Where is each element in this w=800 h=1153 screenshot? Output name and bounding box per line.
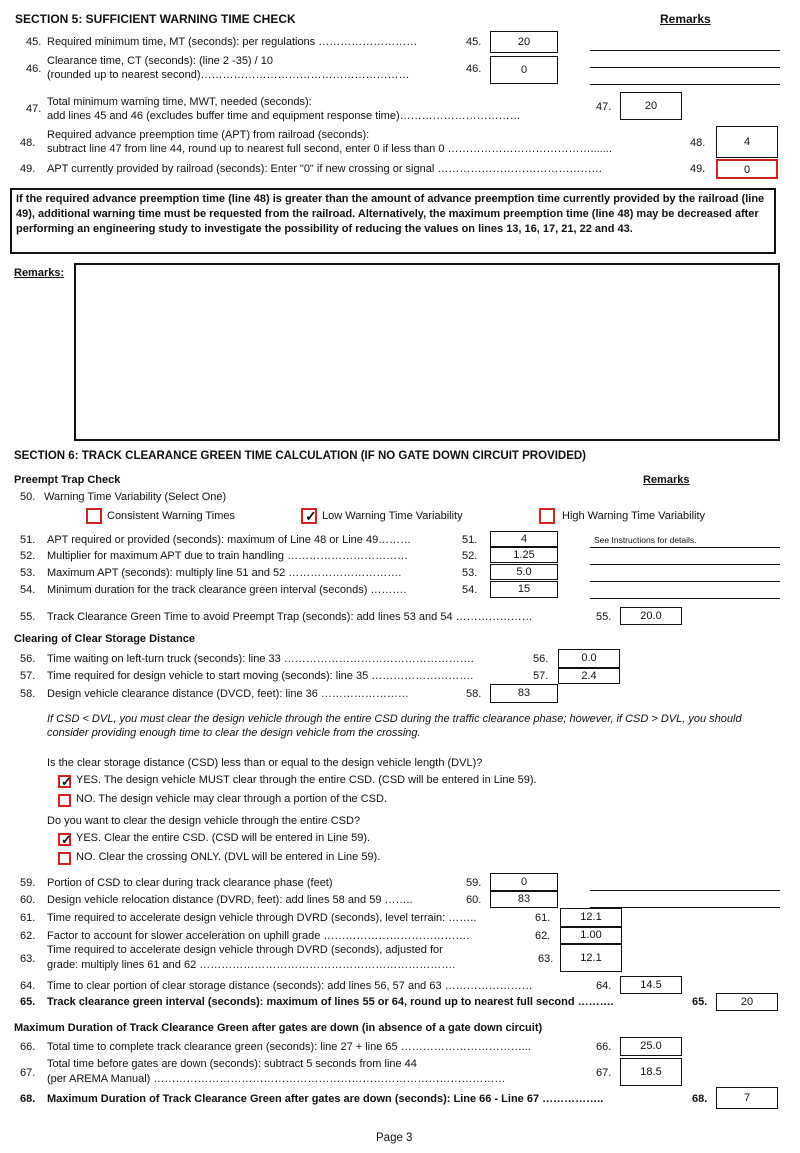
line68-ref: 68. [692, 1093, 708, 1105]
line57-value[interactable]: 2.4 [558, 668, 620, 684]
line61-value[interactable]: 12.1 [560, 908, 622, 927]
line51-remark: See Instructions for details. [594, 535, 697, 545]
line67-text1: Total time before gates are down (seconds): subtract 5 seconds from line 44 [47, 1058, 417, 1070]
warning-note: If the required advance preemption time (line 48) is greater than the amount of advance preemption time currently provided by the railroad (line 49), additional warning time must be requested from the railroad. Alternatively, the maximum preemption time (line 48) may be decreased after performing an engineering study to investigate the possibility of reducing the values on lines 13, 16, 17, 21, 22 and 43. [10, 188, 776, 254]
line58-num: 58. [20, 688, 36, 700]
line45-text: Required minimum time, MT (seconds): per regulations ……………………… [47, 36, 418, 48]
line59-num: 59. [20, 877, 36, 889]
line60-ref: 60. [466, 894, 482, 906]
line67-num: 67. [20, 1067, 36, 1079]
line57-ref: 57. [533, 670, 549, 682]
line47-text1: Total minimum warning time, MWT, needed (seconds): [47, 96, 312, 108]
line64-text: Time to clear portion of clear storage distance (seconds): add lines 56, 57 and 63 …………………… [47, 980, 533, 992]
line63-text1: Time required to accelerate design vehicle through DVRD (seconds), adjusted for [47, 944, 443, 956]
line51-ref: 51. [462, 534, 478, 546]
line55-num: 55. [20, 611, 36, 623]
line65-num: 65. [20, 996, 36, 1008]
line46-num: 46. [26, 63, 42, 75]
q1-yes-label: YES. The design vehicle MUST clear through the entire CSD. (CSD will be entered in Line 59). [76, 774, 537, 786]
check-mark-icon: ✓ [305, 508, 317, 524]
line49-ref: 49. [690, 163, 706, 175]
line56-text: Time waiting on left-turn truck (seconds): line 33 ……………………………………………. [47, 653, 474, 665]
line49-text: APT currently provided by railroad (seconds): Enter "0" if new crossing or signal ……………………………………… [47, 163, 603, 175]
high-variability-checkbox[interactable] [539, 508, 555, 524]
remark-line[interactable] [590, 67, 780, 68]
line67-ref: 67. [596, 1067, 612, 1079]
line66-value[interactable]: 25.0 [620, 1037, 682, 1056]
remark-line[interactable] [590, 890, 780, 891]
line60-num: 60. [20, 894, 36, 906]
line48-text2: subtract line 47 from line 44, round up to nearest full second, enter 0 if less than 0 …………………………………....... [47, 143, 612, 155]
line66-text: Total time to complete track clearance green (seconds): line 27 + line 65 ……………………………... [47, 1041, 531, 1053]
low-variability-label: Low Warning Time Variability [322, 510, 463, 522]
preempt-trap-header: Preempt Trap Check [14, 474, 121, 486]
line51-text: APT required or provided (seconds): maximum of Line 48 or Line 49……… [47, 534, 412, 546]
line55-ref: 55. [596, 611, 612, 623]
line51-num: 51. [20, 534, 36, 546]
line68-value[interactable]: 7 [716, 1087, 778, 1109]
line47-value[interactable]: 20 [620, 92, 682, 120]
line65-text: Track clearance green interval (seconds): maximum of lines 55 or 64, round up to nearest full second ………. [47, 996, 614, 1008]
q2-no-checkbox[interactable] [58, 852, 71, 865]
remarks-label: Remarks: [14, 267, 65, 279]
csd-header: Clearing of Clear Storage Distance [14, 633, 195, 645]
line56-ref: 56. [533, 653, 549, 665]
max-duration-header: Maximum Duration of Track Clearance Green after gates are down (in absence of a gate down circuit) [14, 1022, 543, 1034]
line59-text: Portion of CSD to clear during track clearance phase (feet) [47, 877, 333, 889]
section6-remarks-header: Remarks [643, 474, 690, 486]
line46-text2: (rounded up to nearest second)………………………………………………… [47, 69, 410, 81]
remarks-textbox[interactable] [74, 263, 780, 441]
line64-value[interactable]: 14.5 [620, 976, 682, 994]
line57-num: 57. [20, 670, 36, 682]
section6-title: SECTION 6: TRACK CLEARANCE GREEN TIME CALCULATION (IF NO GATE DOWN CIRCUIT PROVIDED) [14, 450, 587, 462]
line62-value[interactable]: 1.00 [560, 927, 622, 944]
line45-num: 45. [26, 36, 42, 48]
consistent-warning-checkbox[interactable] [86, 508, 102, 524]
line49-num: 49. [20, 163, 36, 175]
line65-value[interactable]: 20 [716, 993, 778, 1011]
high-variability-label: High Warning Time Variability [562, 510, 706, 522]
q1-no-label: NO. The design vehicle may clear through a portion of the CSD. [76, 793, 388, 805]
q2-yes-label: YES. Clear the entire CSD. (CSD will be entered in Line 59). [76, 832, 371, 844]
line52-num: 52. [20, 550, 36, 562]
line63-ref: 63. [538, 953, 554, 965]
line59-ref: 59. [466, 877, 482, 889]
line46-ref: 46. [466, 63, 482, 75]
line46-value[interactable]: 0 [490, 56, 558, 84]
line48-text1: Required advance preemption time (APT) from railroad (seconds): [47, 129, 370, 141]
line65-ref: 65. [692, 996, 708, 1008]
line58-text: Design vehicle clearance distance (DVCD, feet): line 36 …………………… [47, 688, 409, 700]
remark-line[interactable] [590, 564, 780, 565]
line52-text: Multiplier for maximum APT due to train handling …………………………… [47, 550, 409, 562]
line47-num: 47. [26, 103, 42, 115]
check-mark-icon: ✓ [61, 832, 72, 847]
check-mark-icon: ✓ [61, 774, 72, 789]
question1: Is the clear storage distance (CSD) less than or equal to the design vehicle length (DVL)? [47, 757, 483, 769]
q1-yes-checkbox[interactable] [58, 775, 71, 788]
line66-ref: 66. [596, 1041, 612, 1053]
line61-ref: 61. [535, 912, 551, 924]
q1-no-checkbox[interactable] [58, 794, 71, 807]
line61-text: Time required to accelerate design vehicle through DVRD (seconds), level terrain: …….. [47, 912, 477, 924]
line53-ref: 53. [462, 567, 478, 579]
line54-value[interactable]: 15 [490, 581, 558, 598]
consistent-warning-label: Consistent Warning Times [107, 510, 235, 522]
q2-no-label: NO. Clear the crossing ONLY. (DVL will be entered in Line 59). [76, 851, 381, 863]
remark-line[interactable] [590, 598, 780, 599]
remark-line[interactable] [590, 581, 780, 582]
line50-text: Warning Time Variability (Select One) [44, 491, 227, 503]
line54-ref: 54. [462, 584, 478, 596]
line48-num: 48. [20, 137, 36, 149]
line68-num: 68. [20, 1093, 36, 1105]
line52-ref: 52. [462, 550, 478, 562]
line48-value[interactable]: 4 [716, 126, 778, 158]
line58-ref: 58. [466, 688, 482, 700]
low-variability-checkbox[interactable] [301, 508, 317, 524]
line63-num: 63. [20, 953, 36, 965]
line60-value[interactable]: 83 [490, 891, 558, 908]
line67-value[interactable]: 18.5 [620, 1058, 682, 1086]
line63-value[interactable]: 12.1 [560, 944, 622, 972]
line55-text: Track Clearance Green Time to avoid Preempt Trap (seconds): add lines 53 and 54 ………………… [47, 611, 533, 623]
line57-text: Time required for design vehicle to start moving (seconds): line 35 ………………………. [47, 670, 474, 682]
line64-ref: 64. [596, 980, 612, 992]
q2-yes-checkbox[interactable] [58, 833, 71, 846]
line45-ref: 45. [466, 36, 482, 48]
line68-text: Maximum Duration of Track Clearance Green after gates are down (seconds): Line 66 - Line 67 …………….. [47, 1093, 604, 1105]
line67-text2: (per AREMA Manual) …………………………………………………………………………………… [47, 1073, 506, 1085]
line54-num: 54. [20, 584, 36, 596]
line60-text: Design vehicle relocation distance (DVRD, feet): add lines 58 and 59 …….. [47, 894, 413, 906]
line58-value[interactable]: 83 [490, 684, 558, 703]
line56-num: 56. [20, 653, 36, 665]
line50-num: 50. [20, 491, 36, 503]
line61-num: 61. [20, 912, 36, 924]
remark-line[interactable] [590, 84, 780, 85]
line49-value[interactable]: 0 [716, 159, 778, 179]
line52-value[interactable]: 1.25 [490, 547, 558, 563]
section5-title: SECTION 5: SUFFICIENT WARNING TIME CHECK [15, 12, 296, 26]
question2: Do you want to clear the design vehicle through the entire CSD? [47, 815, 361, 827]
line64-num: 64. [20, 980, 36, 992]
line63-text2: grade: multiply lines 61 and 62 ……………………………………………………………. [47, 959, 456, 971]
page-number: Page 3 [376, 1132, 413, 1144]
line53-value[interactable]: 5.0 [490, 564, 558, 580]
section5-remarks-header: Remarks [660, 12, 711, 26]
line55-value[interactable]: 20.0 [620, 607, 682, 625]
line59-value[interactable]: 0 [490, 873, 558, 891]
line62-ref: 62. [535, 930, 551, 942]
remark-line[interactable] [590, 547, 780, 548]
line56-value[interactable]: 0.0 [558, 649, 620, 668]
line45-value[interactable]: 20 [490, 31, 558, 53]
line48-ref: 48. [690, 137, 706, 149]
line66-num: 66. [20, 1041, 36, 1053]
line47-ref: 47. [596, 101, 612, 113]
line47-text2: add lines 45 and 46 (excludes buffer time and equipment response time)…………………………… [47, 110, 521, 122]
csd-italic-note: If CSD < DVL, you must clear the design vehicle through the entire CSD during the traffic clearance phase; however, if CSD > DVL, you should consider providing enough time to clear the design vehicle from the crossing. [47, 713, 742, 739]
line62-text: Factor to account for slower acceleration on uphill grade …………………………………. [47, 930, 470, 942]
line51-value[interactable]: 4 [490, 531, 558, 547]
line53-text: Maximum APT (seconds): multiply line 51 and 52 …………………………. [47, 567, 402, 579]
line46-text1: Clearance time, CT (seconds): (line 2 -35) / 10 [47, 55, 273, 67]
remark-line[interactable] [590, 50, 780, 51]
line53-num: 53. [20, 567, 36, 579]
line54-text: Minimum duration for the track clearance green interval (seconds) ………. [47, 584, 407, 596]
line62-num: 62. [20, 930, 36, 942]
